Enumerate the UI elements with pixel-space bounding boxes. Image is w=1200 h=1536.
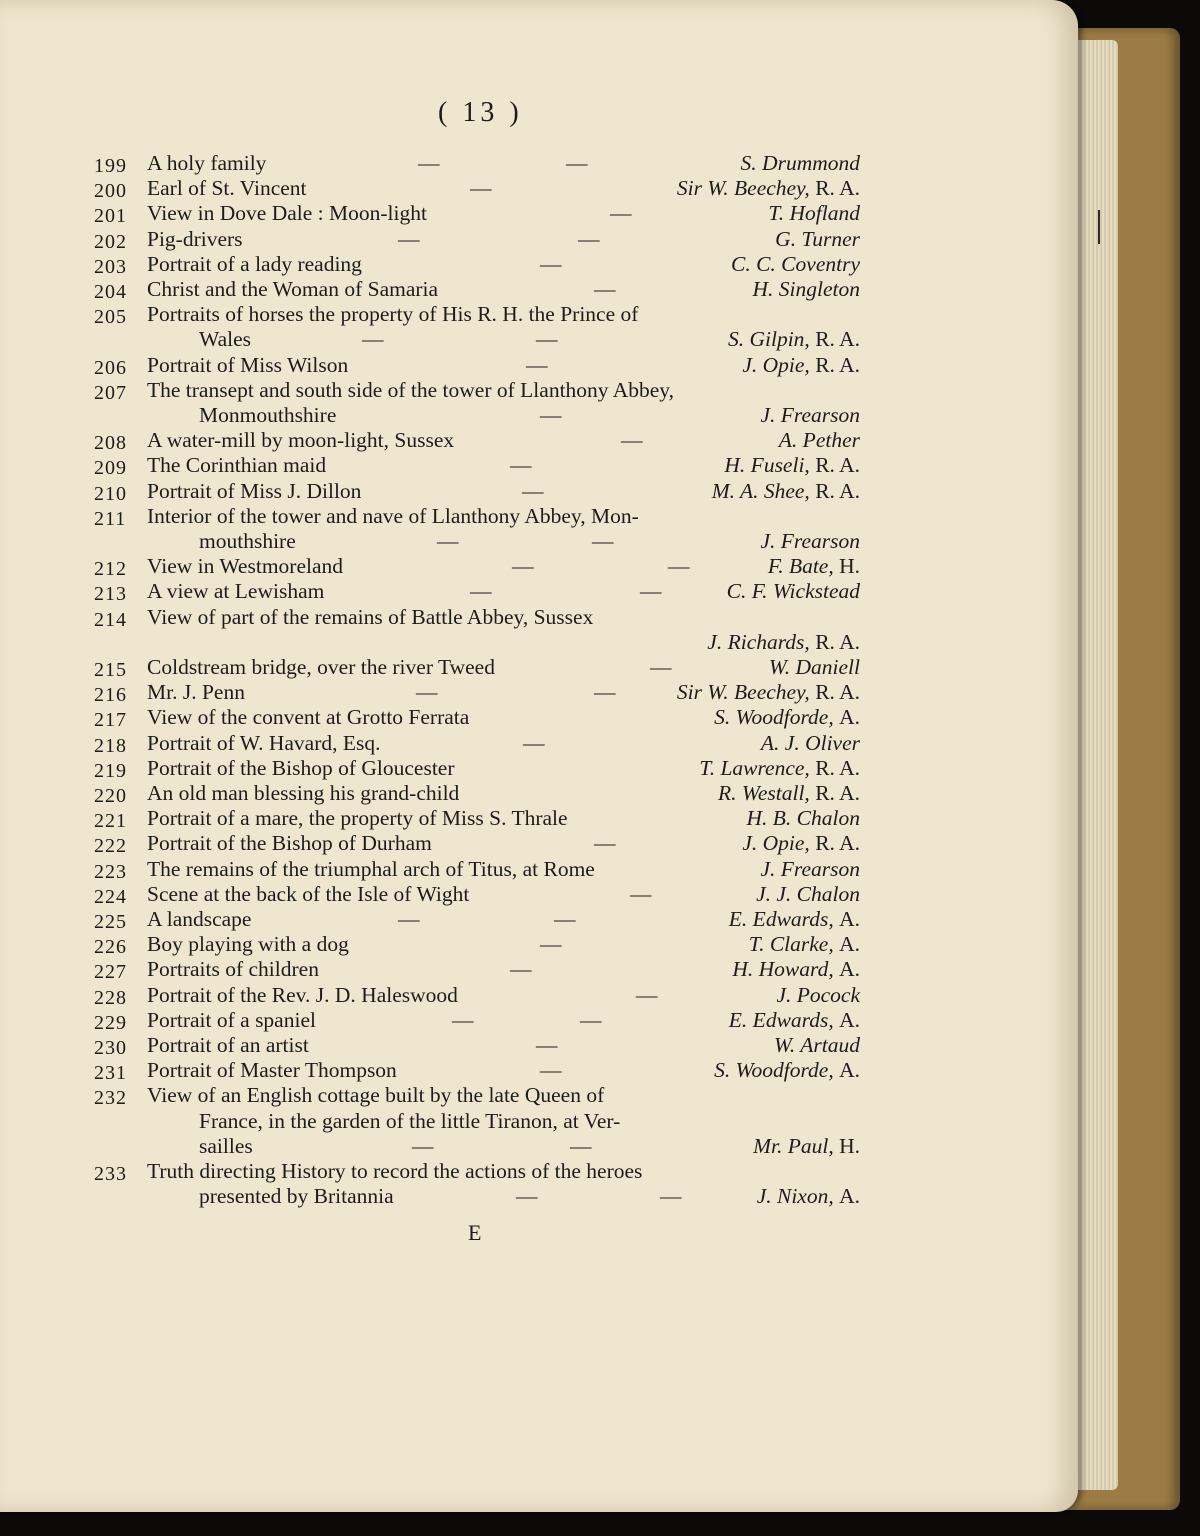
entry-title: Boy playing with a dog <box>147 932 349 957</box>
entry-number: 199 <box>94 155 127 177</box>
artist-name: F. Bate, <box>767 554 834 579</box>
artist-name: H. Singleton <box>752 277 860 301</box>
catalogue-entry <box>0 1183 1078 1209</box>
entry-dash: — <box>540 251 562 276</box>
entry-number: 226 <box>94 936 127 959</box>
entry-artist <box>757 1183 860 1209</box>
entry-number: 217 <box>94 709 127 732</box>
artist-name: G. Turner <box>775 226 860 251</box>
entry-title: Portrait of Miss J. Dillon <box>147 478 362 503</box>
artist-name: W. Daniell <box>768 655 860 679</box>
entry-artist <box>729 1007 860 1033</box>
entry-artist <box>712 478 860 504</box>
artist-name: H. Fuseli, <box>724 453 810 478</box>
entry-number: 220 <box>94 785 127 807</box>
entry-number: 225 <box>94 911 127 933</box>
entry-dash: — <box>470 579 492 604</box>
entry-title: Portrait of the Bishop of Durham <box>147 831 432 856</box>
entry-number: 206 <box>94 356 127 379</box>
entry-title: Portrait of a mare, the property of Miss S. Thrale <box>147 806 568 831</box>
entry-artist <box>714 1057 860 1083</box>
artist-name: S. Drummond <box>740 151 860 175</box>
catalogue-entry <box>0 1082 1078 1108</box>
entry-dash: — <box>610 201 632 226</box>
entry-dash: — <box>418 151 440 175</box>
entry-number: 202 <box>94 230 127 253</box>
entry-title: Pig-drivers <box>147 226 243 251</box>
entry-dash: — <box>522 478 544 503</box>
entry-title: Coldstream bridge, over the river Tweed <box>147 655 495 679</box>
entry-artist <box>731 251 860 277</box>
artist-name: T. Lawrence, <box>699 755 810 780</box>
entry-title: Scene at the back of the Isle of Wight <box>147 881 470 906</box>
entry-dash: — <box>660 1184 682 1209</box>
catalogue-entry <box>0 528 1078 554</box>
entry-number: 212 <box>94 558 127 581</box>
entry-artist <box>724 452 860 478</box>
artist-rank: H. <box>839 1133 860 1158</box>
entry-number: 232 <box>94 1087 127 1110</box>
entry-dash: — <box>536 1033 558 1057</box>
catalogue-entry <box>0 1032 1078 1058</box>
artist-name: Mr. Paul, <box>753 1133 834 1158</box>
entry-dash: — <box>516 1184 538 1209</box>
entry-dash: — <box>570 1133 592 1158</box>
entry-dash: — <box>540 403 562 427</box>
entry-title: View in Dove Dale : Moon-light <box>147 201 427 226</box>
catalogue-entry <box>0 226 1078 252</box>
entry-title: Portraits of horses the property of His R. H. the Prince of <box>147 302 639 327</box>
entry-title: Portrait of an artist <box>147 1033 309 1057</box>
entry-artist <box>775 226 860 252</box>
entry-dash: — <box>578 226 600 251</box>
entry-number: 231 <box>94 1062 127 1085</box>
entry-number: 224 <box>94 885 127 908</box>
entry-title: View of an English cottage built by the late Queen of <box>147 1083 605 1108</box>
entry-dash: — <box>594 277 616 301</box>
entry-title: Wales <box>199 327 251 352</box>
entry-artist <box>727 578 860 604</box>
entry-title: Interior of the tower and nave of Llanthony Abbey, Mon- <box>147 503 639 528</box>
entry-dash: — <box>636 982 658 1007</box>
artist-name: J. Frearson <box>760 403 860 427</box>
entry-artist <box>769 654 860 680</box>
artist-rank: A. <box>839 1058 860 1083</box>
entry-number: 205 <box>94 306 127 329</box>
entry-title: An old man blessing his grand-child <box>147 781 460 805</box>
artist-rank: A. <box>839 907 860 931</box>
catalogue-entry <box>0 427 1078 453</box>
entry-artist <box>732 956 860 982</box>
entry-dash: — <box>523 730 545 755</box>
catalogue-entry <box>0 200 1078 226</box>
entry-dash: — <box>526 352 548 377</box>
entry-dash: — <box>580 1007 602 1032</box>
artist-rank: R. A. <box>815 176 860 201</box>
catalogue-entry <box>0 503 1078 529</box>
entry-number: 204 <box>94 281 127 303</box>
catalogue-entry <box>0 326 1078 352</box>
artist-rank: A. <box>839 957 860 982</box>
entry-title: Portrait of W. Havard, Esq. <box>147 730 381 755</box>
entry-number: 228 <box>94 986 127 1009</box>
artist-rank: R. A. <box>815 453 860 478</box>
entry-title: France, in the garden of the little Tiranon, at Ver- <box>199 1108 621 1133</box>
entry-number: 221 <box>94 810 127 833</box>
entry-artist <box>749 931 860 957</box>
entry-title: Monmouthshire <box>199 403 337 427</box>
artist-rank: R. A. <box>815 680 860 705</box>
bookmark-ribbon <box>1098 210 1100 244</box>
artist-name: Sir W. Beechey, <box>676 176 810 201</box>
catalogue-entry <box>0 1108 1078 1134</box>
page-header: ( 13 ) <box>438 97 523 128</box>
entry-dash: — <box>536 327 558 352</box>
entry-dash: — <box>398 907 420 931</box>
artist-rank: H. <box>839 554 860 579</box>
entry-dash: — <box>592 529 614 553</box>
artist-name: R. Westall, <box>718 781 810 805</box>
catalogue-entry <box>0 276 1078 302</box>
catalogue-entry <box>0 856 1078 882</box>
entry-artist <box>677 679 860 705</box>
catalogue-entry <box>0 377 1078 403</box>
catalogue-entry <box>0 251 1078 277</box>
entry-title: Portrait of Master Thompson <box>147 1058 397 1083</box>
entry-artist <box>742 352 860 378</box>
entry-title: mouthshire <box>199 529 296 553</box>
catalogue-entry <box>0 150 1078 176</box>
artist-rank: A. <box>839 705 860 730</box>
entry-artist <box>729 906 860 932</box>
entry-artist <box>741 150 860 176</box>
entry-artist <box>779 427 860 453</box>
entry-artist <box>747 805 860 831</box>
entry-title: sailles <box>199 1133 253 1158</box>
catalogue-entry <box>0 1158 1078 1184</box>
catalogue-entry <box>0 478 1078 504</box>
entry-title: presented by Britannia <box>199 1184 394 1209</box>
entry-dash: — <box>540 1058 562 1083</box>
catalogue-entry <box>0 175 1078 201</box>
catalogue-entry <box>0 830 1078 856</box>
catalogue-entry <box>0 906 1078 932</box>
artist-name: J. J. Chalon <box>756 881 860 906</box>
entry-dash: — <box>398 226 420 251</box>
entry-dash: — <box>540 932 562 957</box>
entry-dash: — <box>416 680 438 705</box>
entry-number: 208 <box>94 432 127 455</box>
artist-name: J. Opie, <box>742 352 810 377</box>
entry-title: Portrait of a lady reading <box>147 251 362 276</box>
entry-artist <box>753 276 861 302</box>
entry-title: Christ and the Woman of Samaria <box>147 277 439 301</box>
entry-dash: — <box>362 327 384 352</box>
entry-artist <box>699 755 860 781</box>
entry-title: Portrait of the Bishop of Gloucester <box>147 755 455 780</box>
entry-dash: — <box>640 579 662 604</box>
catalogue-entry <box>0 1133 1078 1159</box>
entry-dash: — <box>510 957 532 982</box>
entry-number: 214 <box>94 608 127 631</box>
artist-name: C. F. Wickstead <box>726 579 860 604</box>
entry-dash: — <box>594 680 616 705</box>
entry-dash: — <box>594 831 616 856</box>
artist-name: J. Nixon, <box>756 1184 834 1209</box>
entry-dash: — <box>630 881 652 906</box>
entry-number: 219 <box>94 759 127 782</box>
entry-artist <box>774 1032 860 1058</box>
entry-artist <box>760 402 860 428</box>
entry-title: Portrait of the Rev. J. D. Haleswood <box>147 982 458 1007</box>
artist-rank: A. <box>839 1007 860 1032</box>
artist-name: J. Pocock <box>776 982 860 1007</box>
entry-title: Portrait of a spaniel <box>147 1007 316 1032</box>
artist-rank: R. A. <box>815 327 860 352</box>
catalogue-entry <box>0 553 1078 579</box>
entry-number: 223 <box>94 860 127 883</box>
catalogue-entry <box>0 755 1078 781</box>
entry-number: 207 <box>94 381 127 404</box>
artist-rank: R. A. <box>815 629 860 654</box>
artist-name: E. Edwards, <box>728 907 834 931</box>
catalogue-entry <box>0 301 1078 327</box>
catalogue-entry <box>0 931 1078 957</box>
entry-artist <box>677 175 860 201</box>
catalogue-entry <box>0 1007 1078 1033</box>
entry-artist <box>761 730 860 756</box>
artist-name: J. Richards, <box>707 629 810 654</box>
entry-number: 216 <box>94 684 127 707</box>
entry-artist <box>728 326 860 352</box>
entry-title: View of part of the remains of Battle Abbey, Sussex <box>147 604 594 629</box>
catalogue-entry <box>0 730 1078 756</box>
entry-title: A holy family <box>147 151 267 175</box>
entry-dash: — <box>512 554 534 579</box>
entry-title: Portraits of children <box>147 957 319 982</box>
catalogue-entry <box>0 604 1078 630</box>
artist-name: Sir W. Beechey, <box>676 680 810 705</box>
entry-dash: — <box>554 907 576 931</box>
artist-rank: R. A. <box>815 781 860 805</box>
entry-artist <box>707 629 860 655</box>
entry-number: 203 <box>94 255 127 278</box>
entry-artist <box>714 704 860 730</box>
entry-number: 229 <box>94 1011 127 1034</box>
artist-name: J. Frearson <box>760 529 860 553</box>
artist-name: S. Woodforde, <box>714 705 834 730</box>
entry-artist <box>776 982 860 1008</box>
artist-name: A. Pether <box>778 428 860 453</box>
entry-title: A view at Lewisham <box>147 579 325 604</box>
artist-rank: R. A. <box>815 352 860 377</box>
artist-name: W. Artaud <box>773 1033 860 1057</box>
entry-dash: — <box>452 1007 474 1032</box>
artist-name: H. B. Chalon <box>746 806 860 831</box>
entry-number: 200 <box>94 180 127 203</box>
catalogue-entry <box>0 578 1078 604</box>
catalogue-entry <box>0 352 1078 378</box>
entry-number: 215 <box>94 659 127 681</box>
entry-title: The remains of the triumphal arch of Titus, at Rome <box>147 856 595 881</box>
artist-name: E. Edwards, <box>728 1007 834 1032</box>
catalogue-entry <box>0 654 1078 680</box>
entry-title: A landscape <box>147 907 252 931</box>
catalogue-entry <box>0 629 1078 655</box>
artist-rank: R. A. <box>815 755 860 780</box>
catalogue-entry <box>0 679 1078 705</box>
entry-dash: — <box>621 428 643 453</box>
entry-number: 233 <box>94 1163 127 1185</box>
artist-rank: A. <box>839 932 860 957</box>
entry-dash: — <box>566 151 588 175</box>
entry-number: 211 <box>94 507 127 530</box>
catalogue-entry <box>0 402 1078 428</box>
catalogue-entry <box>0 1057 1078 1083</box>
entry-artist <box>768 200 860 226</box>
entry-title: Earl of St. Vincent <box>147 176 307 201</box>
entry-artist <box>760 856 860 882</box>
entry-number: 210 <box>94 482 127 505</box>
entry-number: 209 <box>94 457 127 480</box>
entry-dash: — <box>650 655 672 679</box>
entry-title: Truth directing History to record the actions of the heroes <box>147 1159 643 1183</box>
entry-artist <box>768 553 860 579</box>
artist-name: S. Gilpin, <box>727 327 810 352</box>
entry-artist <box>760 528 860 554</box>
signature-mark: E <box>468 1220 482 1245</box>
catalogue-entry <box>0 452 1078 478</box>
artist-rank: R. A. <box>815 478 860 503</box>
catalogue-entry <box>0 780 1078 806</box>
entry-title: Mr. J. Penn <box>147 680 245 705</box>
entry-dash: — <box>668 554 690 579</box>
entry-number: 227 <box>94 961 127 984</box>
entry-title: Portrait of Miss Wilson <box>147 352 349 377</box>
entry-artist <box>753 1133 860 1159</box>
artist-name: T. Clarke, <box>748 932 834 957</box>
entry-title: A water-mill by moon-light, Sussex <box>147 428 455 453</box>
entry-number: 201 <box>94 205 127 228</box>
entry-title: View in Westmoreland <box>147 554 344 579</box>
entry-dash: — <box>470 176 492 201</box>
entry-artist <box>742 830 860 856</box>
entry-number: 218 <box>94 734 127 757</box>
entry-title: View of the convent at Grotto Ferrata <box>147 705 470 730</box>
artist-name: M. A. Shee, <box>711 478 810 503</box>
entry-dash: — <box>437 529 459 553</box>
entry-dash: — <box>412 1133 434 1158</box>
entry-number: 213 <box>94 583 127 606</box>
artist-name: A. J. Oliver <box>760 730 860 755</box>
entry-title: The transept and south side of the tower of Llanthony Abbey, <box>147 377 675 402</box>
entry-dash: — <box>510 453 532 478</box>
artist-rank: R. A. <box>815 831 860 856</box>
catalogue-entry <box>0 881 1078 907</box>
artist-name: J. Frearson <box>760 856 860 881</box>
catalogue-entry <box>0 982 1078 1008</box>
artist-name: C. C. Coventry <box>731 251 860 276</box>
entry-number: 222 <box>94 835 127 858</box>
entry-title: The Corinthian maid <box>147 453 327 478</box>
artist-name: J. Opie, <box>742 831 810 856</box>
artist-rank: A. <box>839 1184 860 1209</box>
entry-artist <box>756 881 860 907</box>
artist-name: H. Howard, <box>732 957 834 982</box>
entry-artist <box>718 780 860 806</box>
catalogue-entry <box>0 956 1078 982</box>
catalogue-entry <box>0 805 1078 831</box>
artist-name: S. Woodforde, <box>714 1058 834 1083</box>
artist-name: T. Hofland <box>768 201 860 226</box>
entry-number: 230 <box>94 1037 127 1059</box>
catalogue-entry <box>0 704 1078 730</box>
